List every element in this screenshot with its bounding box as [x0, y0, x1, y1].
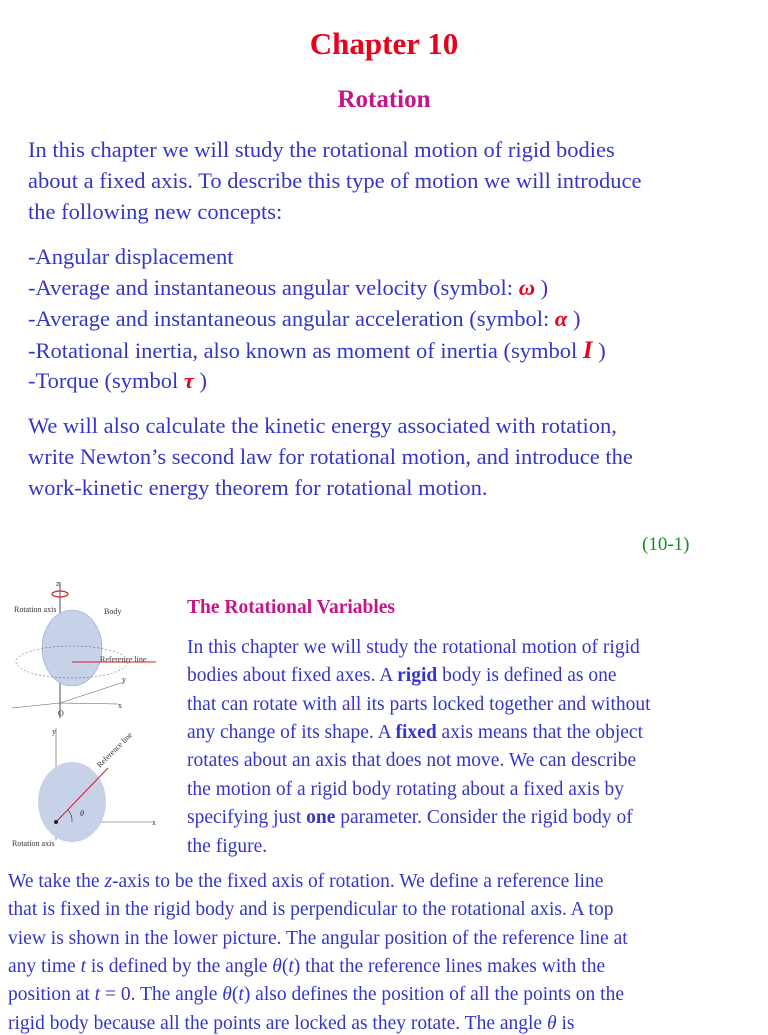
intro-line-3: the following new concepts:	[28, 199, 283, 224]
bottom-line: position at t = 0. The angle θ(t) also defines the position of all the points on the	[8, 984, 624, 1005]
x-label: x	[118, 701, 122, 710]
concept-item: -Average and instantaneous angular velocity (symbol: ω )	[28, 275, 549, 300]
subsection-title: The Rotational Variables	[187, 597, 396, 618]
rotation-axis-point	[54, 820, 58, 824]
body-line: any change of its shape. A fixed axis means that the object	[187, 722, 643, 743]
inertia-symbol: I	[582, 337, 593, 364]
closing-line-2: write Newton’s second law for rotational motion, and introduce the	[28, 444, 633, 469]
body-line: rotates about an axis that does not move. We can describe	[187, 750, 637, 771]
bottom-line: any time t is defined by the angle θ(t) that the reference lines makes with the	[8, 956, 606, 977]
section-title: Rotation	[337, 86, 431, 113]
bottom-line: that is fixed in the rigid body and is perpendicular to the rotational axis. A top	[8, 899, 614, 920]
rotation-figure-svg	[8, 578, 176, 862]
lower-rotation-axis-label: Rotation axis	[12, 839, 55, 848]
chapter-title: Chapter 10	[309, 26, 459, 61]
bottom-line: view is shown in the lower picture. The angular position of the reference line at	[8, 928, 628, 949]
concept-item: -Rotational inertia, also known as moment of inertia (symbol I )	[28, 337, 606, 364]
concept-item: -Average and instantaneous angular acceleration (symbol: α )	[28, 306, 581, 331]
omega-symbol: ω	[518, 275, 535, 300]
body-line: the motion of a rigid body rotating about a fixed axis by	[187, 779, 625, 800]
lower-body-blob	[38, 762, 106, 842]
intro-line-1: In this chapter we will study the rotational motion of rigid bodies	[28, 137, 615, 162]
x-axis-line-2	[60, 703, 118, 704]
alpha-symbol: α	[554, 306, 568, 331]
body-blob	[42, 610, 102, 686]
lower-reference-line-label: Reference line	[95, 730, 135, 770]
closing-line-3: work-kinetic energy theorem for rotational motion.	[28, 475, 488, 500]
bottom-line: We take the z-axis to be the fixed axis of rotation. We define a reference line	[8, 871, 604, 892]
body-label: Body	[104, 607, 122, 616]
body-line: bodies about fixed axes. A rigid body is defined as one	[187, 665, 617, 686]
body-line: specifying just one parameter. Consider the rigid body of	[187, 807, 633, 828]
intro-line-2: about a fixed axis. To describe this type of motion we will introduce	[28, 168, 642, 193]
body-line: that can rotate with all its parts locked together and without	[187, 694, 651, 715]
reference-line-label: Reference line	[100, 655, 147, 664]
origin-label: O	[58, 709, 64, 718]
body-line: the figure.	[187, 836, 268, 857]
tau-symbol: τ	[183, 368, 194, 393]
closing-line-1: We will also calculate the kinetic energy associated with rotation,	[28, 413, 617, 438]
lower-x-label: x	[152, 818, 156, 827]
page-number: (10-1)	[642, 534, 690, 555]
body-line: In this chapter we will study the rotational motion of rigid	[187, 637, 640, 658]
rotation-axis-label: Rotation axis	[14, 605, 57, 614]
lower-y-label: y	[52, 727, 56, 736]
y-label: y	[122, 675, 126, 684]
z-axis-label: z	[56, 579, 60, 588]
concept-item: -Torque (symbol τ )	[28, 368, 208, 393]
bottom-line: rigid body because all the points are locked as they rotate. The angle θ is	[8, 1013, 575, 1034]
rotation-figure	[8, 578, 176, 862]
theta-label: θ	[80, 809, 84, 818]
concept-item: -Angular displacement	[28, 244, 234, 269]
x-axis-line	[12, 703, 60, 708]
